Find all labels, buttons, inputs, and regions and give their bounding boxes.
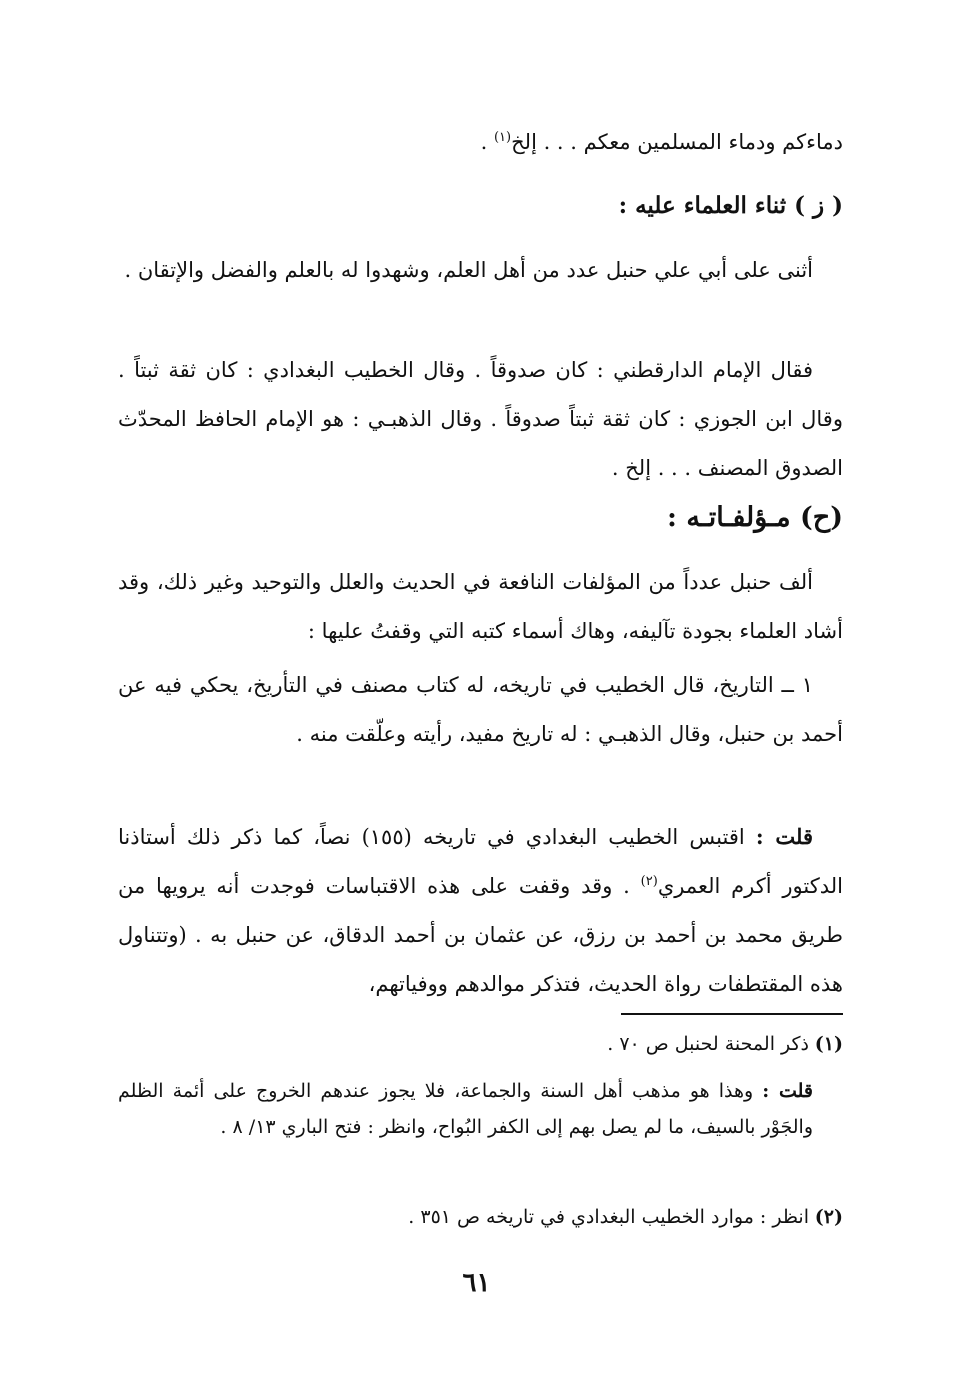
note-text-a: اقتبس الخطيب البغدادي في تاريخه (١٥٥) نصاً، كما ذكر ذلك أستاذنا الدكتور أكرم العمري	[118, 825, 843, 898]
footnote-2-number: (٢)	[814, 1206, 843, 1228]
footnote-ref-2: (٢)	[640, 874, 658, 889]
footnote-2	[118, 1199, 843, 1235]
note-lead: قلت :	[755, 824, 813, 849]
footnote-divider	[621, 1013, 843, 1015]
intro-text: دماءكم ودماء المسلمين معكم . . . إلخ	[511, 130, 843, 154]
paragraph-quotes: فقال الإمام الدارقطني : كان صدوقاً . وقال الخطيب البغدادي : كان ثقة ثبتاً . وقال ابن الجوزي : كان ثقة ثبتاً صدوقاً . وقال الذهبـي : هو الإمام الحافظ المحدّث الصدوق المصنف . . . إلخ .	[118, 358, 843, 480]
footnote-1-number: (١)	[814, 1033, 843, 1055]
section-heading-works: (ح) مـؤلفـاتـه :	[667, 502, 843, 533]
paragraph-praise: أثنى على أبي علي حنبل عدد من أهل العلم، وشهدوا له بالعلم والفضل والإتقان .	[124, 258, 813, 282]
note-text-b: . وقد وقفت على هذه الاقتباسات فوجدت أنه يرويها من طريق محمد بن أحمد بن رزق، عن عثمان بن أحمد الدقاق، عن حنبل به . (وتتناول هذه المقتطفات رواة الحديث، فتذكر موالدهم ووفياتهم،	[118, 874, 843, 996]
footnote-ref-1: (١)	[493, 130, 512, 145]
paragraph-work-1: ١ ــ التاريخ، قال الخطيب في تاريخه، له كتاب مصنف في التأريخ، يحكي فيه عن أحمد بن حنبل، وقال الذهبـي : له تاريخ مفيد، رأيته وعلّقت منه .	[118, 673, 843, 746]
page-number: ٦١	[462, 1268, 491, 1298]
footnote-1-comment	[118, 1073, 813, 1145]
intro-end: .	[480, 130, 488, 154]
paragraph-note	[118, 812, 843, 1009]
footnote-1-comment-text: وهذا هو مذهب أهل السنة والجماعة، فلا يجوز عندهم الخروج على أئمة الظلم والجَوْر بالسيف، ما لم يصل بهم إلى الكفر البُواح، وانظر : فتح الباري ١٣/ ٨ .	[118, 1080, 813, 1138]
paragraph-works-intro: ألف حنبل عدداً من المؤلفات النافعة في الحديث والعلل والتوحيد وغير ذلك، وقد أشاد العلماء بجودة تآليفه، وهاك أسماء كتبه التي وقفتُ عليها :	[118, 570, 843, 643]
intro-line	[118, 118, 843, 167]
footnote-2-text: انظر : موارد الخطيب البغدادي في تاريخه ص ٣٥١ .	[408, 1206, 809, 1228]
footnote-1	[118, 1026, 843, 1062]
section-heading-praise: ( ز ) ثناء العلماء عليه :	[618, 192, 843, 219]
footnote-1-comment-lead: قلت :	[762, 1080, 813, 1102]
footnote-1-text: ذكر المحنة لحنبل ص ٧٠ .	[607, 1033, 809, 1055]
